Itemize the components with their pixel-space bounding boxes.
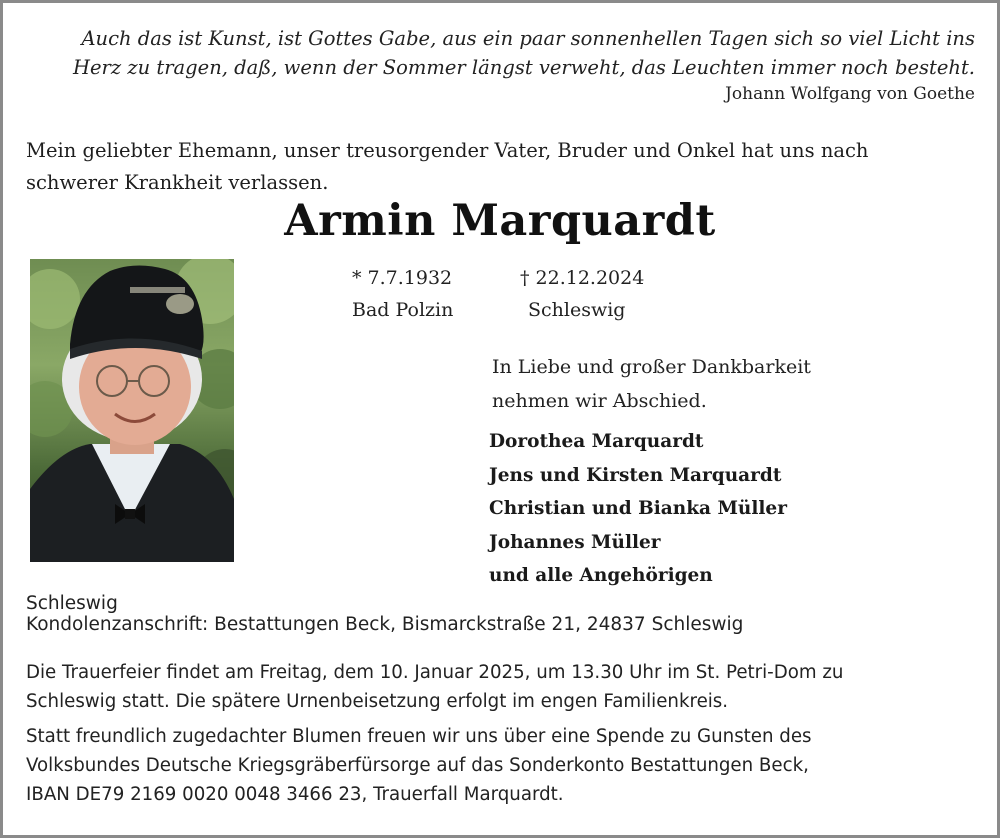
farewell-line: In Liebe und großer Dankbarkeit	[492, 356, 811, 378]
ceremony-line: Die Trauerfeier findet am Freitag, dem 10. Januar 2025, um 13.30 Uhr im St. Petri-Dom zu	[26, 662, 844, 683]
mourners-list	[489, 425, 787, 593]
quote-line: Auch das ist Kunst, ist Gottes Gabe, aus ein paar sonnenhellen Tagen sich so viel Licht ins	[81, 27, 975, 50]
death-place: Schleswig	[528, 299, 626, 321]
farewell-text	[492, 350, 811, 418]
farewell-line: nehmen wir Abschied.	[492, 390, 707, 412]
donation-line: Statt freundlich zugedachter Blumen freuen wir uns über eine Spende zu Gunsten des	[26, 726, 812, 747]
mourner-name: Christian und Bianka Müller	[489, 498, 787, 519]
condolence-address: Kondolenzanschrift: Bestattungen Beck, Bismarckstraße 21, 24837 Schleswig	[26, 614, 744, 635]
quote-author: Johann Wolfgang von Goethe	[725, 84, 975, 104]
quote-line: Herz zu tragen, daß, wenn der Sommer längst verweht, das Leuchten immer noch besteht.	[73, 56, 975, 79]
birth-date: * 7.7.1932	[352, 267, 453, 289]
location: Schleswig	[26, 593, 118, 614]
donation-line: IBAN DE79 2169 0020 0048 3466 23, Trauerfall Marquardt.	[26, 784, 564, 805]
death-info	[520, 262, 644, 326]
ceremony-line: Schleswig statt. Die spätere Urnenbeisetzung erfolgt im engen Familienkreis.	[26, 691, 729, 712]
ceremony-text	[26, 658, 976, 716]
intro-line: schwerer Krankheit verlassen.	[26, 171, 329, 194]
mourner-name: Jens und Kirsten Marquardt	[489, 464, 782, 486]
mourner-name: Dorothea Marquardt	[489, 431, 704, 452]
intro-text	[26, 135, 975, 199]
intro-line: Mein geliebter Ehemann, unser treusorgender Vater, Bruder und Onkel hat uns nach	[26, 139, 869, 162]
goethe-quote	[30, 24, 975, 82]
birth-place: Bad Polzin	[352, 299, 454, 321]
mourner-name: und alle Angehörigen	[489, 565, 713, 586]
death-date: † 22.12.2024	[520, 267, 645, 289]
portrait-photo	[30, 259, 234, 562]
donation-text	[26, 722, 976, 809]
birth-info	[352, 262, 453, 326]
mourner-name: Johannes Müller	[489, 531, 661, 553]
donation-line: Volksbundes Deutsche Kriegsgräberfürsorge auf das Sonderkonto Bestattungen Beck,	[26, 755, 809, 776]
deceased-name: Armin Marquardt	[284, 196, 716, 246]
